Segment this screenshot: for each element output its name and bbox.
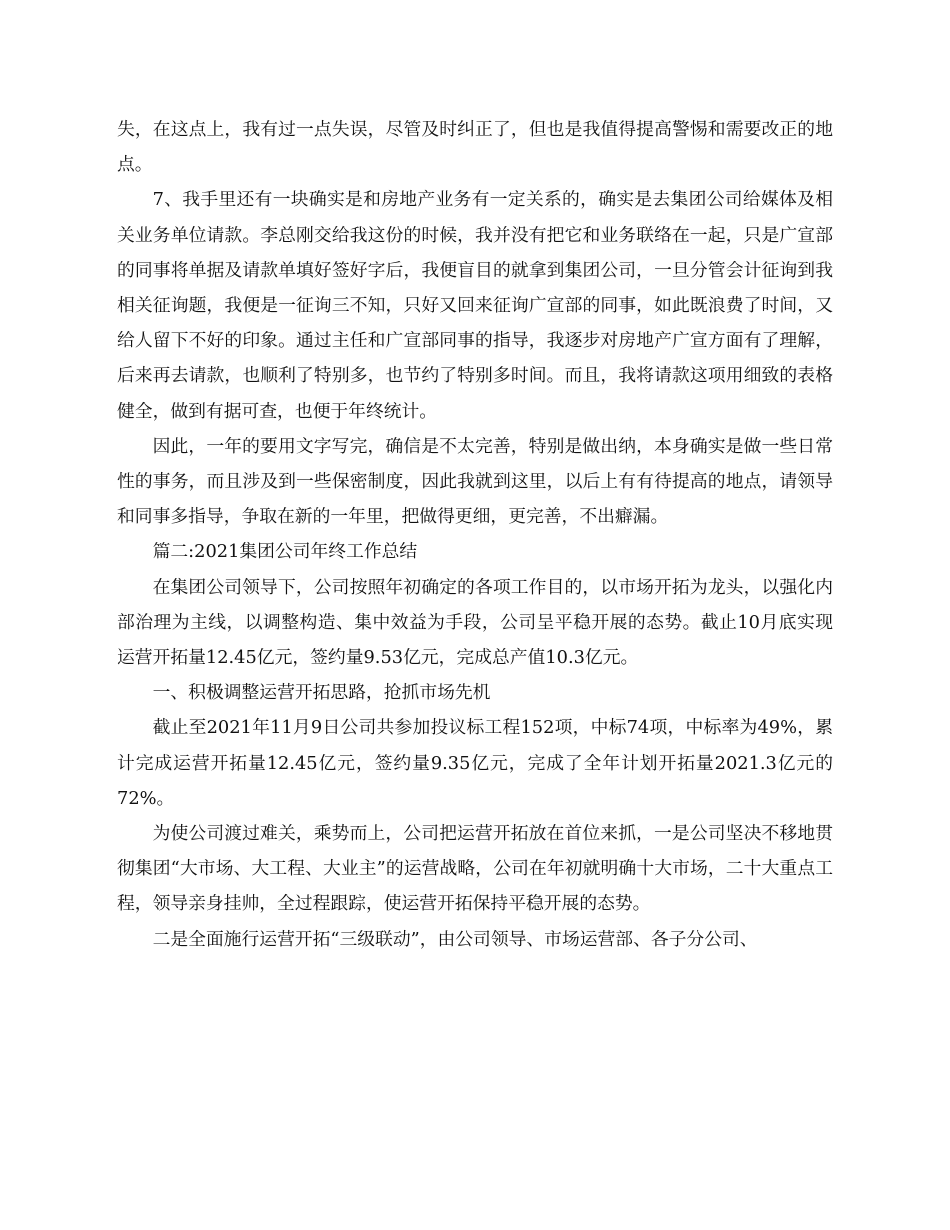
section-heading-part-two: 篇二:2021集团公司年终工作总结 <box>152 541 418 563</box>
paragraph-3: 因此，一年的要用文字写完，确信是不太完善，特别是做出纳，本身确实是做一些日常性的事务，而且涉及到一些保密制度，因此我就到这里，以后上有有待提高的地点，请领导和同事多指导，争取在新的一年里，把做得更细，更完善，不出癖漏。 <box>117 435 833 528</box>
document-page <box>117 112 833 957</box>
paragraph-7: 二是全面施行运营开拓“三级联动”，由公司领导、市场运营部、各子分公司、 <box>152 928 758 950</box>
paragraph-2: 7、我手里还有一块确实是和房地产业务有一定关系的，确实是去集团公司给媒体及相关业务单位请款。李总刚交给我这份的时候，我并没有把它和业务联络在一起，只是广宣部的同事将单据及请款单填好签好字后，我便盲目的就拿到集团公司，一旦分管会计征询到我相关征询题，我便是一征询三不知，只好又回来征询广宣部的同事，如此既浪费了时间，又给人留下不好的印象。通过主任和广宣部同事的指导，我逐步对房地产广宣方面有了理解，后来再去请款，也顺利了特别多，也节约了特别多时间。而且，我将请款这项用细致的表格健全，做到有据可查，也便于年终统计。 <box>117 189 833 422</box>
paragraph-5: 截止至2021年11月9日公司共参加投议标工程152项，中标74项，中标率为49%，累计完成运营开拓量12.45亿元，签约量9.35亿元，完成了全年计划开拓量2021.3亿元的72%。 <box>117 717 833 809</box>
paragraph-6: 为使公司渡过难关，乘势而上，公司把运营开拓放在首位来抓，一是公司坚决不移地贯彻集团“大市场、大工程、大业主”的运营战略，公司在年初就明确十大市场，二十大重点工程，领导亲身挂帅，全过程跟踪，使运营开拓保持平稳开展的态势。 <box>117 823 833 915</box>
paragraph-1: 失，在这点上，我有过一点失误，尽管及时纠正了，但也是我值得提高警惕和需要改正的地点。 <box>117 119 833 176</box>
paragraph-4: 在集团公司领导下，公司按照年初确定的各项工作目的，以市场开拓为龙头，以强化内部治理为主线，以调整构造、集中效益为手段，公司呈平稳开展的态势。截止10月底实现运营开拓量12.45亿元，签约量9.53亿元，完成总产值10.3亿元。 <box>117 576 833 669</box>
section-heading-one: 一、积极调整运营开拓思路，抢抓市场先机 <box>152 682 491 704</box>
